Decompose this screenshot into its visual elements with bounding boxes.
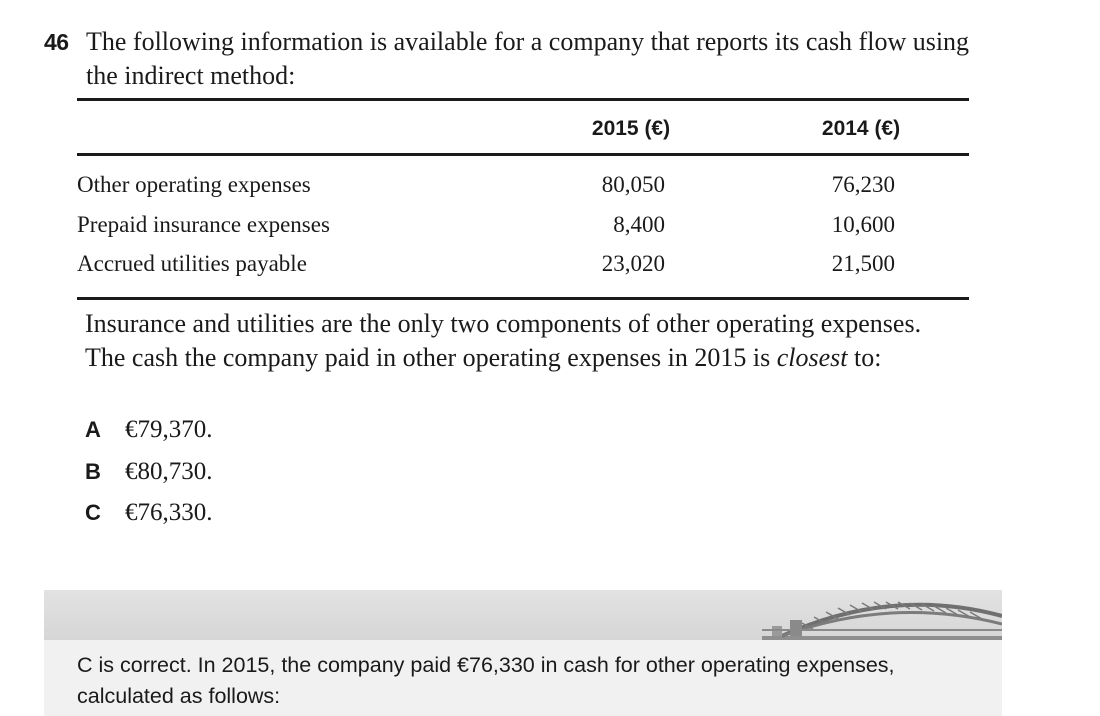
option-c[interactable] bbox=[85, 499, 213, 541]
data-table bbox=[77, 98, 969, 300]
answer-options bbox=[85, 416, 213, 541]
table-body bbox=[77, 156, 969, 297]
table-row bbox=[77, 247, 969, 287]
row-label: Prepaid insurance expenses bbox=[77, 211, 330, 237]
option-text: €79,370. bbox=[125, 416, 213, 443]
option-a[interactable] bbox=[85, 416, 213, 458]
option-letter: A bbox=[85, 417, 101, 442]
table-header-row bbox=[77, 101, 969, 153]
option-letter: C bbox=[85, 500, 101, 525]
answer-text: C is correct. In 2015, the company paid €76,330 in cash for other operating expenses, calculated as follows: bbox=[77, 653, 895, 708]
cell-2014: 21,500 bbox=[831, 251, 895, 276]
option-b[interactable] bbox=[85, 458, 213, 500]
column-header-2014: 2014 (€) bbox=[821, 117, 901, 140]
prompt-text-part1: Insurance and utilities are the only two components of other operating expenses. The cash the company paid in other operating expenses in 2015 is bbox=[85, 309, 922, 372]
option-letter: B bbox=[85, 458, 101, 484]
question-number: 46 bbox=[44, 29, 69, 55]
question-prompt bbox=[85, 307, 965, 374]
table-row bbox=[77, 208, 969, 248]
cell-2015: 80,050 bbox=[601, 172, 665, 197]
answer-header-band bbox=[44, 590, 1002, 640]
table-bottom-rule bbox=[77, 297, 969, 300]
answer-explanation bbox=[44, 640, 1002, 716]
column-header-2015: 2015 (€) bbox=[591, 117, 671, 140]
prompt-emphasis: closest bbox=[776, 342, 848, 372]
row-label: Accrued utilities payable bbox=[77, 251, 307, 276]
cell-2015: 23,020 bbox=[601, 251, 665, 276]
bridge-image bbox=[762, 590, 1002, 640]
question-text: The following information is available for a company that reports its cash flow using the indirect method: bbox=[86, 27, 970, 90]
row-label: Other operating expenses bbox=[77, 172, 311, 197]
prompt-text-part2: to: bbox=[847, 342, 882, 372]
cell-2014: 10,600 bbox=[831, 211, 895, 237]
question-block bbox=[44, 25, 984, 93]
table-row bbox=[77, 168, 969, 208]
option-text: €76,330. bbox=[125, 499, 213, 526]
cell-2015: 8,400 bbox=[613, 211, 665, 237]
option-text: €80,730. bbox=[125, 457, 213, 485]
cell-2014: 76,230 bbox=[831, 172, 895, 197]
